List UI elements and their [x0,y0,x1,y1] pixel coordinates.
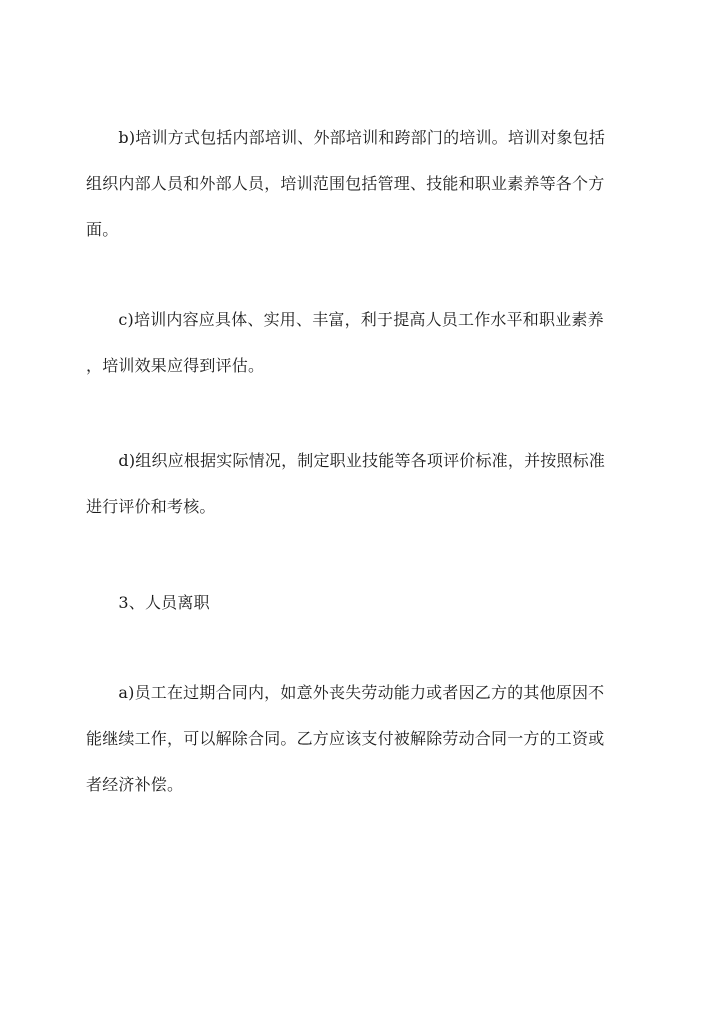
text-line: 面。 [86,220,119,239]
text-line: 者经济补偿。 [86,775,184,794]
paragraph-contract-termination [86,670,634,808]
paragraph-evaluation-standards [86,438,634,530]
text-line: c)培训内容应具体、实用、丰富，利于提高人员工作水平和职业素养 [86,310,604,329]
text-line: ，培训效果应得到评估。 [86,356,265,375]
text-line: b)培训方式包括内部培训、外部培训和跨部门的培训。培训对象包括 [86,128,606,147]
section-heading-resignation [86,580,634,626]
text-line: 进行评价和考核。 [86,497,216,516]
text-line: d)组织应根据实际情况，制定职业技能等各项评价标准，并按照标准 [86,451,606,470]
paragraph-training-content [86,297,634,389]
paragraph-training-methods [86,115,634,253]
section-heading: 3、人员离职 [86,593,210,612]
text-line: a)员工在过期合同内，如意外丧失劳动能力或者因乙方的其他原因不 [86,683,605,702]
text-line: 能继续工作，可以解除合同。乙方应该支付被解除劳动合同一方的工资或 [86,729,605,748]
text-line: 组织内部人员和外部人员，培训范围包括管理、技能和职业素养等各个方 [86,174,605,193]
